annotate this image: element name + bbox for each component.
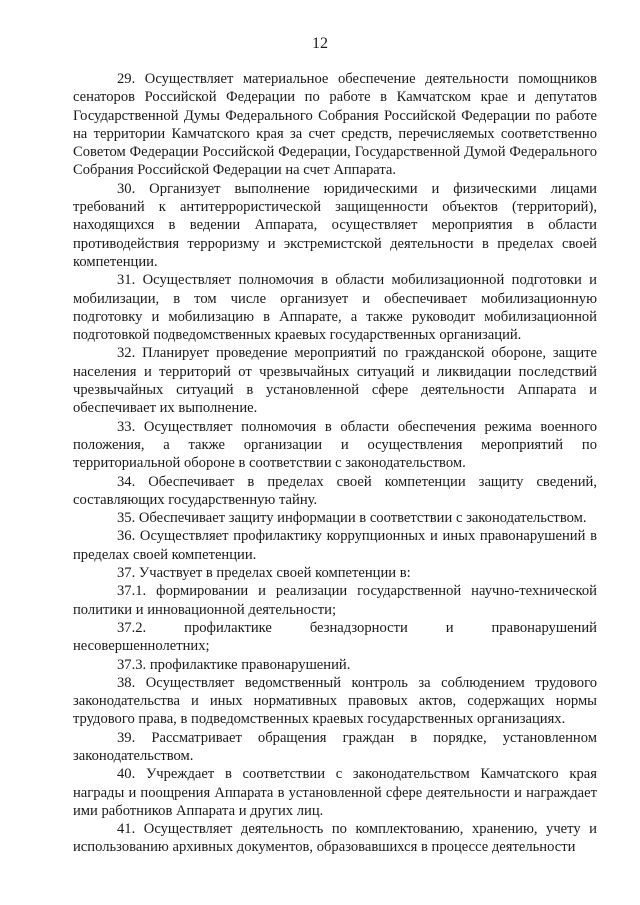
paragraph-37-1: 37.1. формировании и реализации государственной научно-технической политики и инновационной деятельности; [73, 583, 597, 618]
paragraph-30: 30. Организует выполнение юридическими и физическими лицами требований к антитеррористической защищенности объектов (территорий), находящихся в ведении Аппарата, осуществляет мероприятия в области противодействия терроризму и экстремистской деятельности в пределах своей компетенции. [73, 180, 597, 270]
page-number: 12 [312, 35, 328, 52]
paragraph-34: 34. Обеспечивает в пределах своей компетенции защиту сведений, составляющих государственную тайну. [73, 473, 597, 508]
paragraph-37: 37. Участвует в пределах своей компетенции в: [117, 565, 411, 582]
paragraph-31: 31. Осуществляет полномочия в области мобилизационной подготовки и мобилизации, в том числе организует и обеспечивает мобилизационную подготовку и мобилизацию в Аппарате, а также руководит мобилизационной подготовкой подведомственных краевых государственных организаций. [73, 272, 597, 344]
paragraph-37-2: 37.2. профилактике безнадзорности и правонарушений несовершеннолетних; [73, 619, 597, 655]
paragraph-41: 41. Осуществляет деятельность по комплектованию, хранению, учету и использованию архивных документов, образовавшихся в процессе деятельности [73, 821, 597, 856]
paragraph-35: 35. Обеспечивает защиту информации в соответствии с законодательством. [117, 510, 587, 527]
paragraph-36: 36. Осуществляет профилактику коррупционных и иных правонарушений в пределах своей компетенции. [73, 528, 597, 563]
paragraph-29: 29. Осуществляет материальное обеспечение деятельности помощников сенаторов Российской Федерации по работе в Камчатском крае и депутатов Государственной Думы Федерального Собрания Российской Федерации по работе на территории Камчатского края за счет средств, перечисляемых соответственно Советом Федерации Российской Федерации, Государственной Думой Федерального Собрания Российской Федерации на счет Аппарата. [73, 71, 597, 179]
paragraph-40: 40. Учреждает в соответствии с законодательством Камчатского края награды и поощрения Аппарата в установленной сфере деятельности и награждает ими работников Аппарата и других лиц. [73, 766, 597, 819]
document-body [73, 70, 597, 857]
paragraph-32: 32. Планирует проведение мероприятий по гражданской обороне, защите населения и территорий от чрезвычайных ситуаций и ликвидации последствий чрезвычайных ситуаций в установленной сфере деятельности Аппарата и обеспечивает их выполнение. [73, 345, 597, 417]
paragraph-39: 39. Рассматривает обращения граждан в порядке, установленном законодательством. [73, 729, 597, 764]
paragraph-38: 38. Осуществляет ведомственный контроль за соблюдением трудового законодательства и иных нормативных правовых актов, содержащих нормы трудового права, в подведомственных краевых государственных организациях. [73, 674, 597, 728]
paragraph-37-3: 37.3. профилактике правонарушений. [117, 656, 351, 673]
paragraph-33: 33. Осуществляет полномочия в области обеспечения режима военного положения, а также организации и осуществления мероприятий по территориальной обороне в соответствии с законодательством. [73, 418, 597, 472]
